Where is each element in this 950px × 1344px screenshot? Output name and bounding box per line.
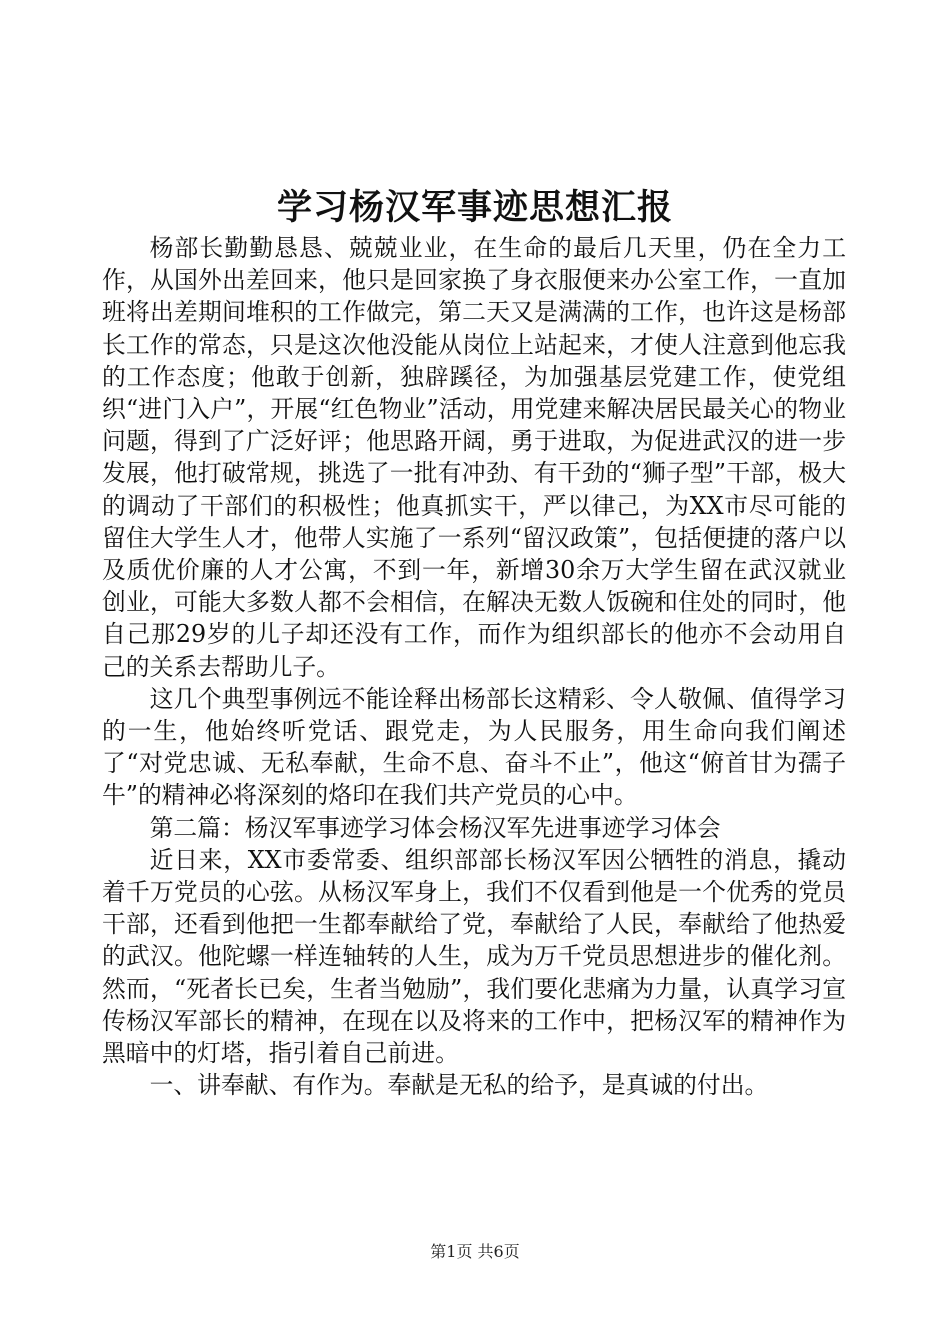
paragraph-3: 近日来，XX市委常委、组织部部长杨汉军因公牺牲的消息，撬动着千万党员的心弦。从杨汉军身上，我们不仅看到他是一个优秀的党员干部，还看到他把一生都奉献给了党，奉献给了人民，奉献给了他热爱的武汉。他陀螺一样连轴转的人生，成为万千党员思想进步的催化剂。然而，“死者长已矣，生者当勉励”，我们要化悲痛为力量，认真学习宣传杨汉军部长的精神，在现在以及将来的工作中，把杨汉军的精神作为黑暗中的灯塔，指引着自己前进。 xyxy=(102,845,846,1068)
paragraph-1: 杨部长勤勤恳恳、兢兢业业，在生命的最后几天里，仍在全力工作，从国外出差回来，他只是回家换了身衣服便来办公室工作，一直加班将出差期间堆积的工作做完，第二天又是满满的工作，也许这是杨部长工作的常态，只是这次他没能从岗位上站起来，才使人注意到他忘我的工作态度；他敢于创新，独辟蹊径，为加强基层党建工作，使党组织“进门入户”，开展“红色物业”活动，用党建来解决居民最关心的物业问题，得到了广泛好评；他思路开阔，勇于进取，为促进武汉的进一步发展，他打破常规，挑选了一批有冲劲、有干劲的“狮子型”干部，极大的调动了干部们的积极性；他真抓实干，严以律己，为XX市尽可能的留住大学生人才，他带人实施了一系列“留汉政策”，包括便捷的落户以及质优价廉的人才公寓，不到一年，新增30余万大学生留在武汉就业创业，可能大多数人都不会相信，在解决无数人饭碗和住处的同时，他自己那29岁的儿子却还没有工作，而作为组织部长的他亦不会动用自己的关系去帮助儿子。 xyxy=(102,234,846,681)
document-body xyxy=(102,232,846,1101)
paragraph-2: 这几个典型事例远不能诠释出杨部长这精彩、令人敬佩、值得学习的一生，他始终听党话、跟党走，为人民服务，用生命向我们阐述了“对党忠诚、无私奉献，生命不息、奋斗不止”，他这“俯首甘为孺子牛”的精神必将深刻的烙印在我们共产党员的心中。 xyxy=(102,684,846,810)
document-title: 学习杨汉军事迹思想汇报 xyxy=(276,187,673,228)
paragraph-4: 一、讲奉献、有作为。奉献是无私的给予，是真诚的付出。 xyxy=(149,1071,769,1100)
section-heading-2: 第二篇：杨汉军事迹学习体会杨汉军先进事迹学习体会 xyxy=(149,813,721,842)
page-number-footer: 第1页 共6页 xyxy=(430,1242,520,1261)
